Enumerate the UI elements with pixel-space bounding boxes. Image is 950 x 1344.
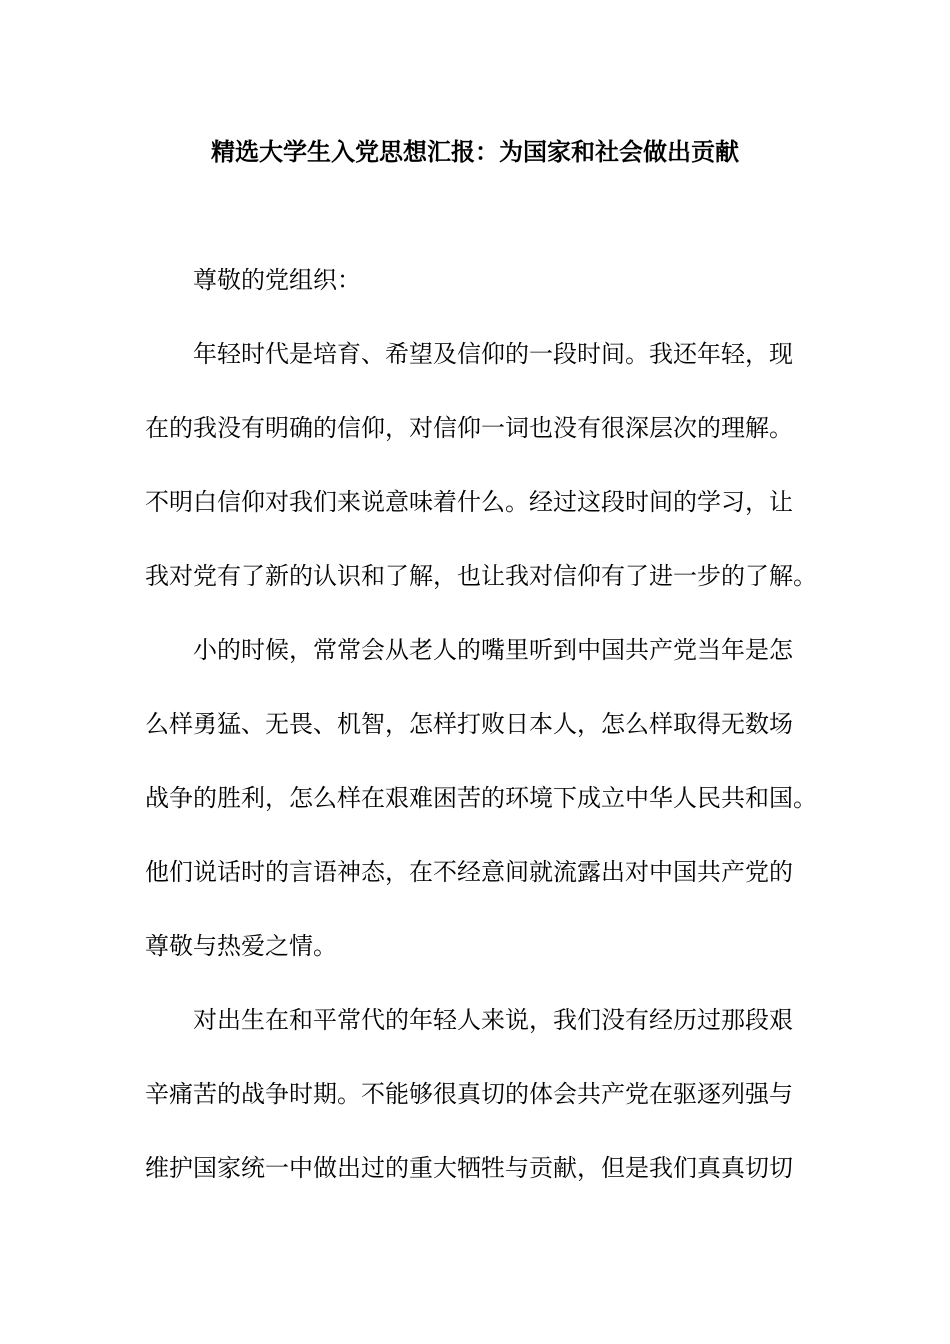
- paragraph-line: 在的我没有明确的信仰，对信仰一词也没有很深层次的理解。: [145, 414, 793, 442]
- salutation: 尊敬的党组织：: [193, 266, 361, 294]
- paragraph-line: 对出生在和平常代的年轻人来说，我们没有经历过那段艰: [193, 1006, 793, 1034]
- paragraph-line: 辛痛苦的战争时期。不能够很真切的体会共产党在驱逐列强与: [145, 1080, 793, 1108]
- document-title: 精选大学生入党思想汇报：为国家和社会做出贡献: [211, 137, 739, 166]
- paragraph-line: 我对党有了新的认识和了解，也让我对信仰有了进一步的了解。: [145, 562, 817, 590]
- paragraph-line: 他们说话时的言语神态，在不经意间就流露出对中国共产党的: [145, 858, 793, 886]
- paragraph-line: 小的时候，常常会从老人的嘴里听到中国共产党当年是怎: [193, 636, 793, 664]
- paragraph-line: 尊敬与热爱之情。: [145, 932, 337, 960]
- paragraph-line: 年轻时代是培育、希望及信仰的一段时间。我还年轻，现: [193, 340, 793, 368]
- paragraph-line: 维护国家统一中做出过的重大牺牲与贡献，但是我们真真切切: [145, 1154, 793, 1182]
- paragraph-line: 战争的胜利，怎么样在艰难困苦的环境下成立中华人民共和国。: [145, 784, 817, 812]
- paragraph-line: 不明白信仰对我们来说意味着什么。经过这段时间的学习，让: [145, 488, 793, 516]
- paragraph-line: 么样勇猛、无畏、机智，怎样打败日本人，怎么样取得无数场: [145, 710, 793, 738]
